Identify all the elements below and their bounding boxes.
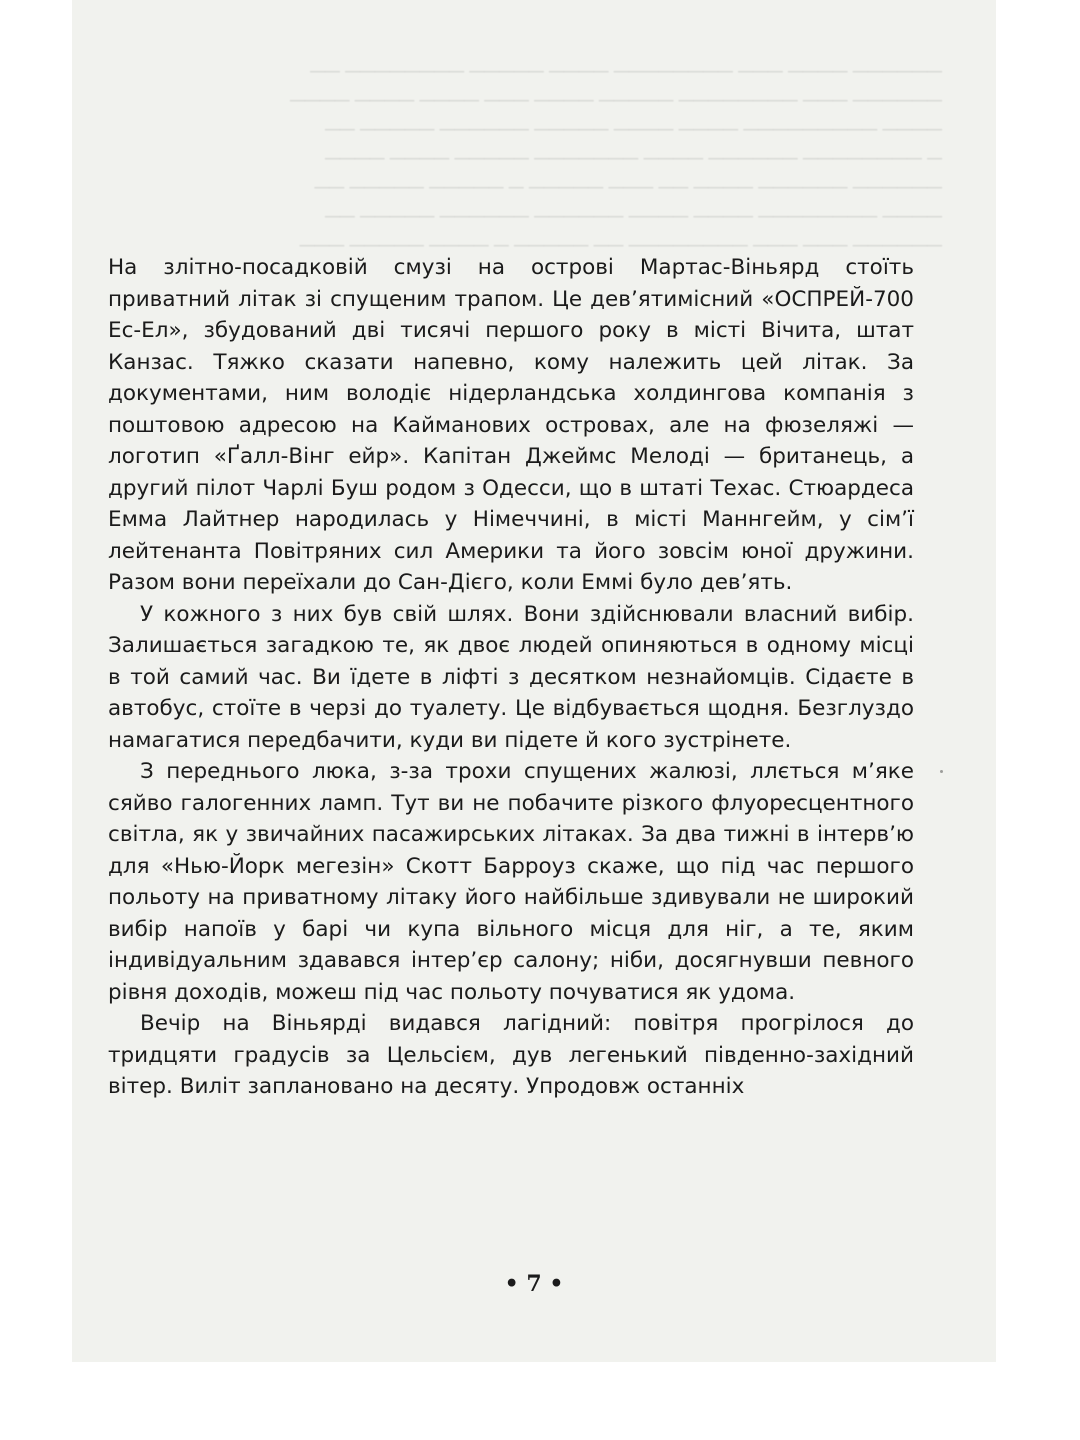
paragraph-1: На злітно-посадковій смузі на острові Мартас-Віньярд стоїть приватний літак зі спущеним трапом. Це дев’ятимісний «ОСПРЕЙ-700 Ес-Ел», збудований дві тисячі першого року в місті Вічита, штат Канзас. Тяжко сказати напевно, кому належить цей літак. За документами, ним володіє нідерландська холдингова компанія з поштовою адресою на Кайманових островах, але на фюзеляжі — логотип «Ґалл-Вінг ейр». Капітан Джеймс Мелоді — британець, а другий пілот Чарлі Буш родом з Одесси, що в штаті Техас. Стюардеса Емма Лайтнер народилась у Німеччині, в місті Маннгейм, у сім’ї лейтенанта Повітряних сил Америки та його зовсім юної дружини. Разом вони переїхали до Сан-Дієго, коли Еммі було дев’ять. xyxy=(108,255,914,595)
scan-speck xyxy=(940,770,943,773)
main-text xyxy=(108,252,914,1103)
paragraph-3: З переднього люка, з-за трохи спущених жалюзі, ллється м’яке сяйво галогенних ламп. Тут ви не побачите різкого флуоресцентного світла, як у звичайних пасажирських літаках. За два тижні в інтерв’ю для «Нью-Йорк мегезін» Скотт Барроуз скаже, що під час першого польоту на приватному літаку його найбільше здивували не широкий вибір напоїв у барі чи купа вільного місця для ніг, а те, яким індивідуальним здавався інтер’єр салону; ніби, досягнувши певного рівня доходів, можеш під час польоту почуватися як удома. xyxy=(108,759,914,1005)
page-number: • 7 • xyxy=(504,1271,564,1297)
show-through-bleed: ────── ──── ─── ──────── ──── ───── ──────── ── ────── ─── ──────── ───── ──── ─── ──── ──── ──── ──── ───────── ──── ──── ───── ────── ───── ── ─ ──────── ────── ──── ─────── ───── ──── ──── ────── ────── ──── ── ─── ───── ─ ───── ───── ── ──── ──────── ──── ──── ────── ────── ───── ── ────── ─── ─── ──────── ── ───── ─ ──── ───── ─── xyxy=(289,59,942,257)
paragraph-4: Вечір на Віньярді видався лагідний: повітря прогрілося до тридцяти градусів за Цельсієм, дув легенький південно-західний вітер. Виліт заплановано на десяту. Упродовж останніх xyxy=(108,1011,914,1099)
book-page xyxy=(72,0,996,1362)
paragraph-2: У кожного з них був свій шлях. Вони здійснювали власний вибір. Залишається загадкою те, як двоє людей опиняються в одному місці в той самий час. Ви їдете в ліфті з десятком незнайомців. Сідаєте в автобус, стоїте в черзі до туалету. Це відбувається щодня. Безглуздо намагатися передбачити, куди ви підете й кого зустрінете. xyxy=(108,601,914,753)
